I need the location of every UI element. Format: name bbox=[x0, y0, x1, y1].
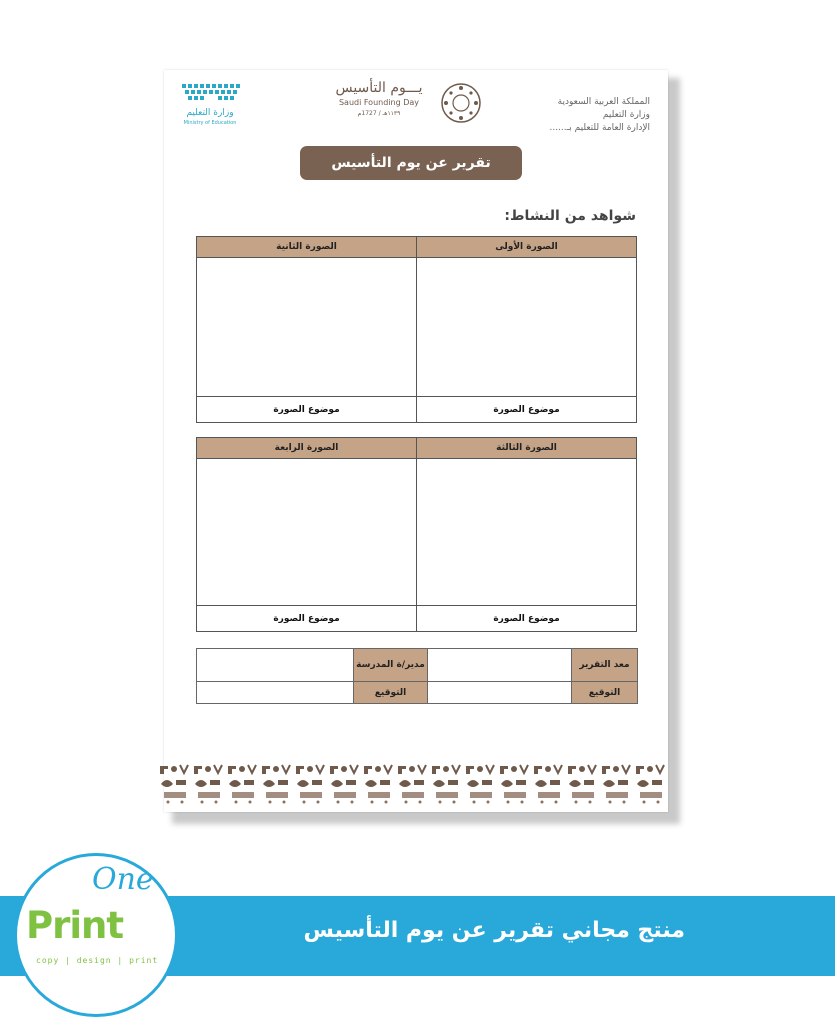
founding-emblem-icon bbox=[440, 82, 482, 124]
brand-logo-print: Print bbox=[26, 904, 124, 947]
principal-sign-field[interactable] bbox=[197, 682, 354, 704]
photo-third-caption: موضوع الصورة bbox=[417, 606, 637, 632]
photo-second-header: الصورة الثانية bbox=[197, 237, 417, 258]
photo-third-slot[interactable] bbox=[417, 459, 637, 606]
report-title: تقرير عن يوم التأسيس bbox=[300, 146, 522, 180]
report-sheet bbox=[164, 70, 668, 812]
section-title: شواهد من النشاط: bbox=[504, 208, 636, 224]
photo-first-slot[interactable] bbox=[417, 258, 637, 397]
photo-fourth-header: الصورة الرابعة bbox=[197, 438, 417, 459]
preparer-sign-field[interactable] bbox=[428, 682, 572, 704]
ministry-logo-icon bbox=[178, 78, 248, 126]
principal-sign-label: التوقيع bbox=[354, 682, 428, 704]
preparer-label: معد التقرير bbox=[572, 649, 638, 682]
founding-day-en: Saudi Founding Day bbox=[338, 98, 420, 107]
founding-day-ar: يـــوم التأسيس bbox=[335, 80, 423, 96]
kingdom-text: المملكة العربية السعودية bbox=[557, 97, 650, 107]
ministry-text: وزارة التعليم bbox=[602, 110, 650, 120]
principal-field[interactable] bbox=[197, 649, 354, 682]
admin-text: الإدارة العامة للتعليم بـ...... bbox=[549, 123, 650, 133]
photo-fourth-caption: موضوع الصورة bbox=[197, 606, 417, 632]
ministry-logo-sublabel: Ministry of Education bbox=[183, 120, 237, 126]
brand-logo-one: One bbox=[92, 862, 154, 897]
preparer-field[interactable] bbox=[428, 649, 572, 682]
footer-promo-text: منتج مجاني تقرير عن يوم التأسيس bbox=[303, 918, 685, 943]
decorative-border-pattern bbox=[158, 762, 666, 806]
header-institution bbox=[500, 96, 650, 135]
principal-label: مدير/ة المدرسة bbox=[354, 649, 428, 682]
photo-table-bottom bbox=[196, 437, 637, 632]
photo-first-caption: موضوع الصورة bbox=[417, 397, 637, 423]
photo-fourth-slot[interactable] bbox=[197, 459, 417, 606]
photo-table-top bbox=[196, 236, 637, 423]
photo-first-header: الصورة الأولى bbox=[417, 237, 637, 258]
founding-day-year: ١١٣٩هـ / 1727م bbox=[357, 110, 401, 117]
photo-third-header: الصورة الثالثة bbox=[417, 438, 637, 459]
brand-logo-tagline: copy | design | print bbox=[36, 956, 159, 965]
photo-second-caption: موضوع الصورة bbox=[197, 397, 417, 423]
signature-table bbox=[196, 648, 638, 704]
photo-second-slot[interactable] bbox=[197, 258, 417, 397]
ministry-logo-label: وزارة التعليم bbox=[186, 108, 234, 118]
preparer-sign-label: التوقيع bbox=[572, 682, 638, 704]
